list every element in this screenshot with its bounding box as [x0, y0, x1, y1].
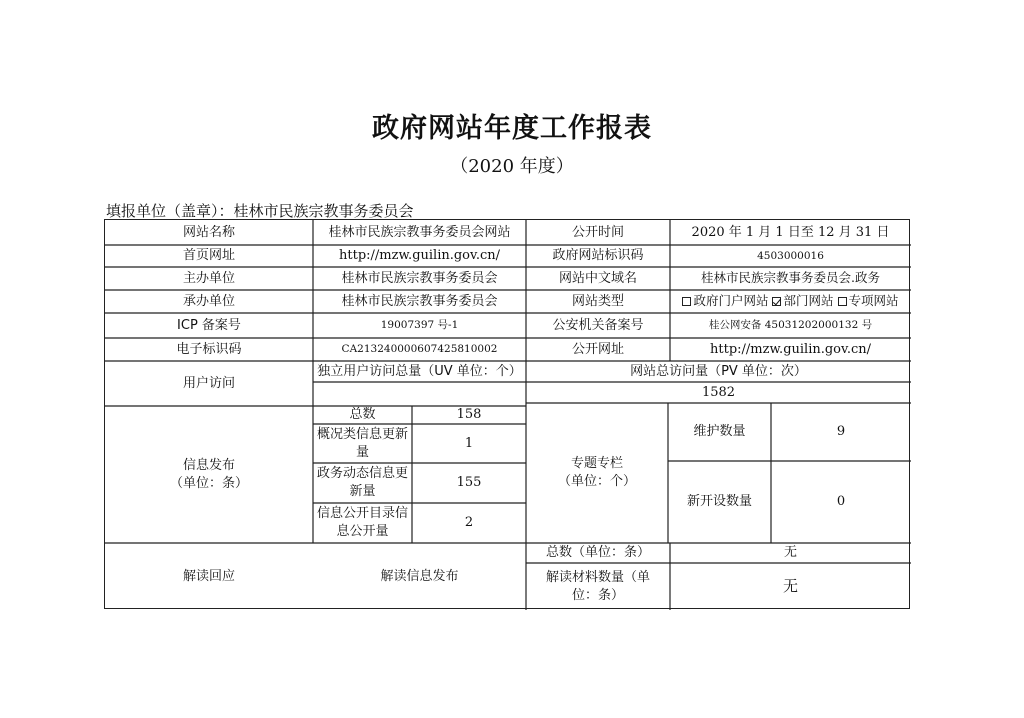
overview-label: 概况类信息更新量: [316, 426, 408, 460]
gov-site-id-value: 4503000016: [757, 249, 824, 262]
catalog-label: 信息公开目录信息公开量: [316, 506, 408, 539]
topic-group: [526, 403, 668, 543]
interpret-pub-label: 解读信息发布: [380, 568, 459, 584]
topic-label: 专题专栏: [570, 456, 623, 472]
interp-material-value: 无: [782, 577, 798, 596]
total-label: 总数: [349, 407, 376, 423]
report-table: [104, 219, 910, 609]
icp-label: ICP 备案号: [177, 317, 241, 333]
site-type-option-label: 部门网站: [783, 293, 834, 309]
maintain-label: 维护数量: [693, 424, 746, 440]
icp-value: 19007397 号-1: [380, 319, 459, 332]
gov-site-id-label: 政府网站标识码: [552, 248, 644, 264]
site-type-option-label: 专项网站: [848, 293, 899, 309]
pv-value: 1582: [701, 384, 736, 400]
interp-total-value: 无: [783, 545, 797, 561]
police-value: 桂公网安备 45031202000132 号: [708, 319, 873, 332]
site-type-option-portal[interactable]: [682, 293, 768, 310]
site-name-label: 网站名称: [182, 224, 235, 240]
interp-total-label: 总数（单位：条）: [545, 545, 650, 561]
open-time-value: 2020 年 1 月 1 日至 12 月 31 日: [691, 224, 890, 240]
maintain-value: 9: [836, 424, 846, 440]
site-name-value: 桂林市民族宗教事务委员会网站: [328, 224, 511, 240]
interp-material-label: 解读材料数量（单位：条）: [545, 569, 650, 603]
info-pub-unit: （单位：条）: [169, 475, 248, 491]
new-label: 新开设数量: [686, 494, 752, 510]
catalog-value: 2: [464, 515, 474, 531]
interpret-label: 解读回应: [182, 568, 235, 584]
user-visit-label: 用户访问: [182, 375, 235, 391]
site-type-option-label: 政府门户网站: [693, 293, 769, 309]
organizer-label: 承办单位: [182, 293, 235, 309]
filling-unit: 填报单位（盖章）：桂林市民族宗教事务委员会: [106, 202, 414, 220]
sponsor-label: 主办单位: [182, 270, 235, 286]
site-type-options: [670, 290, 911, 313]
affairs-value: 155: [456, 475, 482, 491]
homepage-label: 首页网址: [182, 248, 235, 264]
report-year: （2020 年度）: [450, 156, 574, 177]
police-label: 公安机关备案号: [552, 317, 644, 333]
sponsor-value: 桂林市民族宗教事务委员会: [341, 270, 498, 286]
affairs-label: 政务动态信息更新量: [316, 466, 408, 499]
homepage-value: http://mzw.guilin.gov.cn/: [339, 248, 500, 264]
checked-checkbox-icon: [772, 297, 781, 306]
cn-domain-value: 桂林市民族宗教事务委员会.政务: [701, 270, 880, 286]
public-url-value: http://mzw.guilin.gov.cn/: [710, 341, 871, 357]
new-value: 0: [836, 494, 846, 510]
info-pub-label: 信息发布: [182, 457, 235, 473]
topic-unit: （单位：个）: [557, 474, 636, 489]
checkbox-icon: [682, 297, 691, 306]
site-type-label: 网站类型: [571, 293, 624, 309]
overview-value: 1: [464, 435, 474, 451]
pv-label: 网站总访问量（PV 单位：次）: [630, 363, 807, 379]
open-time-label: 公开时间: [571, 224, 624, 240]
cn-domain-label: 网站中文域名: [558, 270, 637, 286]
public-url-label: 公开网址: [571, 341, 624, 357]
info-pub-group: [105, 406, 313, 543]
report-title: 政府网站年度工作报表: [372, 113, 652, 144]
total-value: 158: [456, 407, 482, 423]
site-type-option-department[interactable]: [772, 293, 833, 310]
uv-value: [313, 382, 526, 406]
eid-value: CA213240000607425810002: [341, 343, 498, 356]
uv-label: 独立用户访问总量（UV 单位：个）: [317, 363, 522, 379]
eid-label: 电子标识码: [176, 341, 242, 357]
checkbox-icon: [838, 297, 847, 306]
site-type-option-special[interactable]: [838, 293, 899, 310]
organizer-value: 桂林市民族宗教事务委员会: [341, 293, 498, 309]
